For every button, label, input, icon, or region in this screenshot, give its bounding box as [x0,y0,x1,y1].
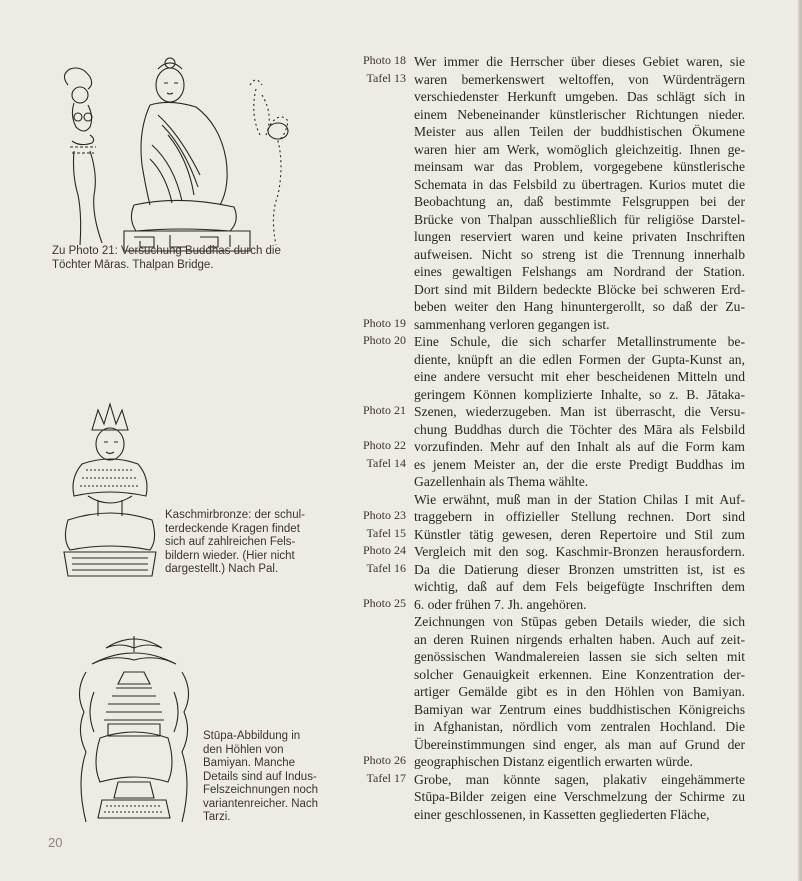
body-line: Gazellenhain als Thema wählte. [414,474,589,489]
body-line: Szenen, wiederzugeben. Man ist überrascht, die Versu- [414,404,745,419]
body-line: Beobachtung an, daß bestimmte Felsgruppen bei der [414,194,745,209]
body-line: Da die Datierung dieser Bronzen umstritten ist, ist es [414,561,745,577]
buddha-temptation-drawing [50,55,310,255]
figure-1-caption [52,245,322,272]
body-line: eines gewaltigen Felshangs am Nordrand der Station. [414,264,745,279]
body-line: geringem Können komplizierte Inhalte, so z. B. Jātaka- [414,386,745,402]
margin-reference: Photo 25 [362,595,406,610]
body-line: 6. oder frühen 7. Jh. angehören. [414,596,587,612]
body-line: es jenem Meister an, der die erste Predigt Buddhas im [414,456,745,472]
body-line: Wer immer die Herrscher über dieses Gebiet waren, sie [414,54,745,69]
caption-line: terdeckende Kragen findet [165,522,300,535]
body-line: traggebern in offizieller Stellung rechnen. Dort sind [414,509,745,524]
caption-line: den Höhlen von [203,743,284,756]
body-line: geographischen Distanz eigentlich erwarten würde. [414,754,693,769]
caption-line: dargestellt.) Nach Pal. [165,563,279,575]
margin-reference: Photo 24 [362,543,406,557]
body-line: beben weiter den Hang hinuntergerollt, so daß der Zu- [414,299,745,314]
body-line: einem Nebeneinander künstlerischer Richtungen nieder. [414,106,745,122]
body-line: einer geschlossenen, in Kassetten gegliederten Fläche, [414,806,710,822]
body-line: Künstler tätig gewesen, deren Repertoire und Stil zum [414,526,745,542]
body-line: eine andere versucht mit eher bescheidenen Mitteln und [414,369,745,384]
body-line: Zeichnungen von Stūpas geben Details wieder, die sich [414,614,745,629]
margin-reference: Photo 19 [362,315,406,330]
body-line: sammenhang verloren gegangen ist. [414,316,610,332]
body-line: diente, knüpft an die edlen Formen der Gupta-Kunst an, [414,351,745,367]
body-line: aufweisen. Nicht so streng ist die Trennung innerhalb [414,246,745,262]
stupa-drawing [72,632,196,827]
body-line: Eine Schule, die sich scharfer Metallinstrumente be- [414,334,745,349]
body-line: Schemata in das Felsbild zu übertragen. Kurios mutet die [414,176,745,192]
body-line: vorzufinden. Mehr auf den Inhalt als auf die Form kam [414,439,745,454]
page-number: 20 [48,835,63,850]
body-line: genössischen Wandmalereien lassen sie sich selten mit [414,649,745,664]
kashmir-bronze-drawing [58,400,162,580]
body-line: solcher Genauigkeit erkennen. Eine Konzentration der- [414,666,745,682]
caption-line: variantenreicher. Nach [203,797,319,810]
margin-reference: Photo 20 [362,333,406,347]
body-line: Übereinstimmungen sind enger, als man auf Grund der [414,736,745,752]
body-line: Stūpa-Bilder zeigen eine Verschmelzung der Schirme zu [414,789,745,804]
margin-reference: Photo 23 [362,508,406,522]
body-line: wichtig, daß auf dem Fels beigefügte Inschriften dem [414,579,745,594]
caption-line: bildern wieder. (Hier nicht [165,549,295,562]
body-line: Meister aus allen Teilen der buddhistischen Ökumene [414,124,745,139]
caption-line: Tarzi. [203,811,231,823]
margin-reference: Photo 22 [362,438,406,452]
margin-reference: Photo 26 [362,753,406,767]
body-line: artiger Gemälde gibt es in den Höhlen von Bamiyan. [414,684,745,699]
margin-reference: Tafel 13 [366,70,406,85]
caption-line: Felszeichnungen noch [203,784,319,796]
caption-line: Stūpa-Abbildung in [203,730,301,742]
caption-line: sich auf zahlreichen Fels- [165,536,296,548]
caption-line: Zu Photo 21: Versuchung Buddhas durch die [52,245,281,257]
body-line: chung Buddhas durch die Töchter des Māra als Felsbild [414,421,745,437]
body-line: verschiedenster Herkunft umgeben. Das schlägt sich in [414,89,745,104]
caption-line: Details sind auf Indus- [203,770,317,783]
margin-reference: Photo 18 [362,53,406,67]
margin-reference: Tafel 15 [366,525,406,540]
body-line: lungen reserviert waren und keine privaten Inschriften [414,229,745,244]
body-line: an deren Ruinen nirgends erhalten haben. Auch auf zeit- [414,631,745,647]
margin-reference: Tafel 17 [366,770,406,785]
margin-reference: Photo 21 [362,403,406,417]
margin-reference: Tafel 14 [366,455,406,470]
body-line: in Afghanistan, nördlich vom zentralen Hochland. Die [414,719,745,734]
caption-line: Töchter Māras. Thalpan Bridge. [52,258,214,271]
margin-reference: Tafel 16 [366,560,406,575]
body-line: Grobe, man könnte sagen, plakativ eingehämmerte [414,771,745,787]
body-line: waren bemerkenswert weltoffen, von Würdenträgern [414,71,745,87]
figure-2-caption [165,509,335,577]
figure-3-caption [203,730,343,825]
caption-line: Kaschmirbronze: der schul- [165,509,305,521]
caption-line: Bamiyan. Manche [203,757,296,769]
body-line: Wie erwähnt, muß man in der Station Chilas I mit Auf- [414,491,745,507]
page-edge [798,0,802,881]
body-line: waren hier am Werk, womöglich gleichzeitig. Ihnen ge- [414,141,745,157]
body-line: Dort sind mit Bildern bedeckte Blöcke bei schweren Erd- [414,281,745,297]
body-line: Bamiyan war Zentrum eines buddhistischen Königreichs [414,701,745,717]
body-line: meinsam war das Problem, vorgegebene künstlerische [414,159,745,174]
body-line: Brücke von Thalpan ausschließlich für religiöse Darstel- [414,211,745,227]
body-line: Vergleich mit den sog. Kaschmir-Bronzen herausfordern. [414,544,745,559]
